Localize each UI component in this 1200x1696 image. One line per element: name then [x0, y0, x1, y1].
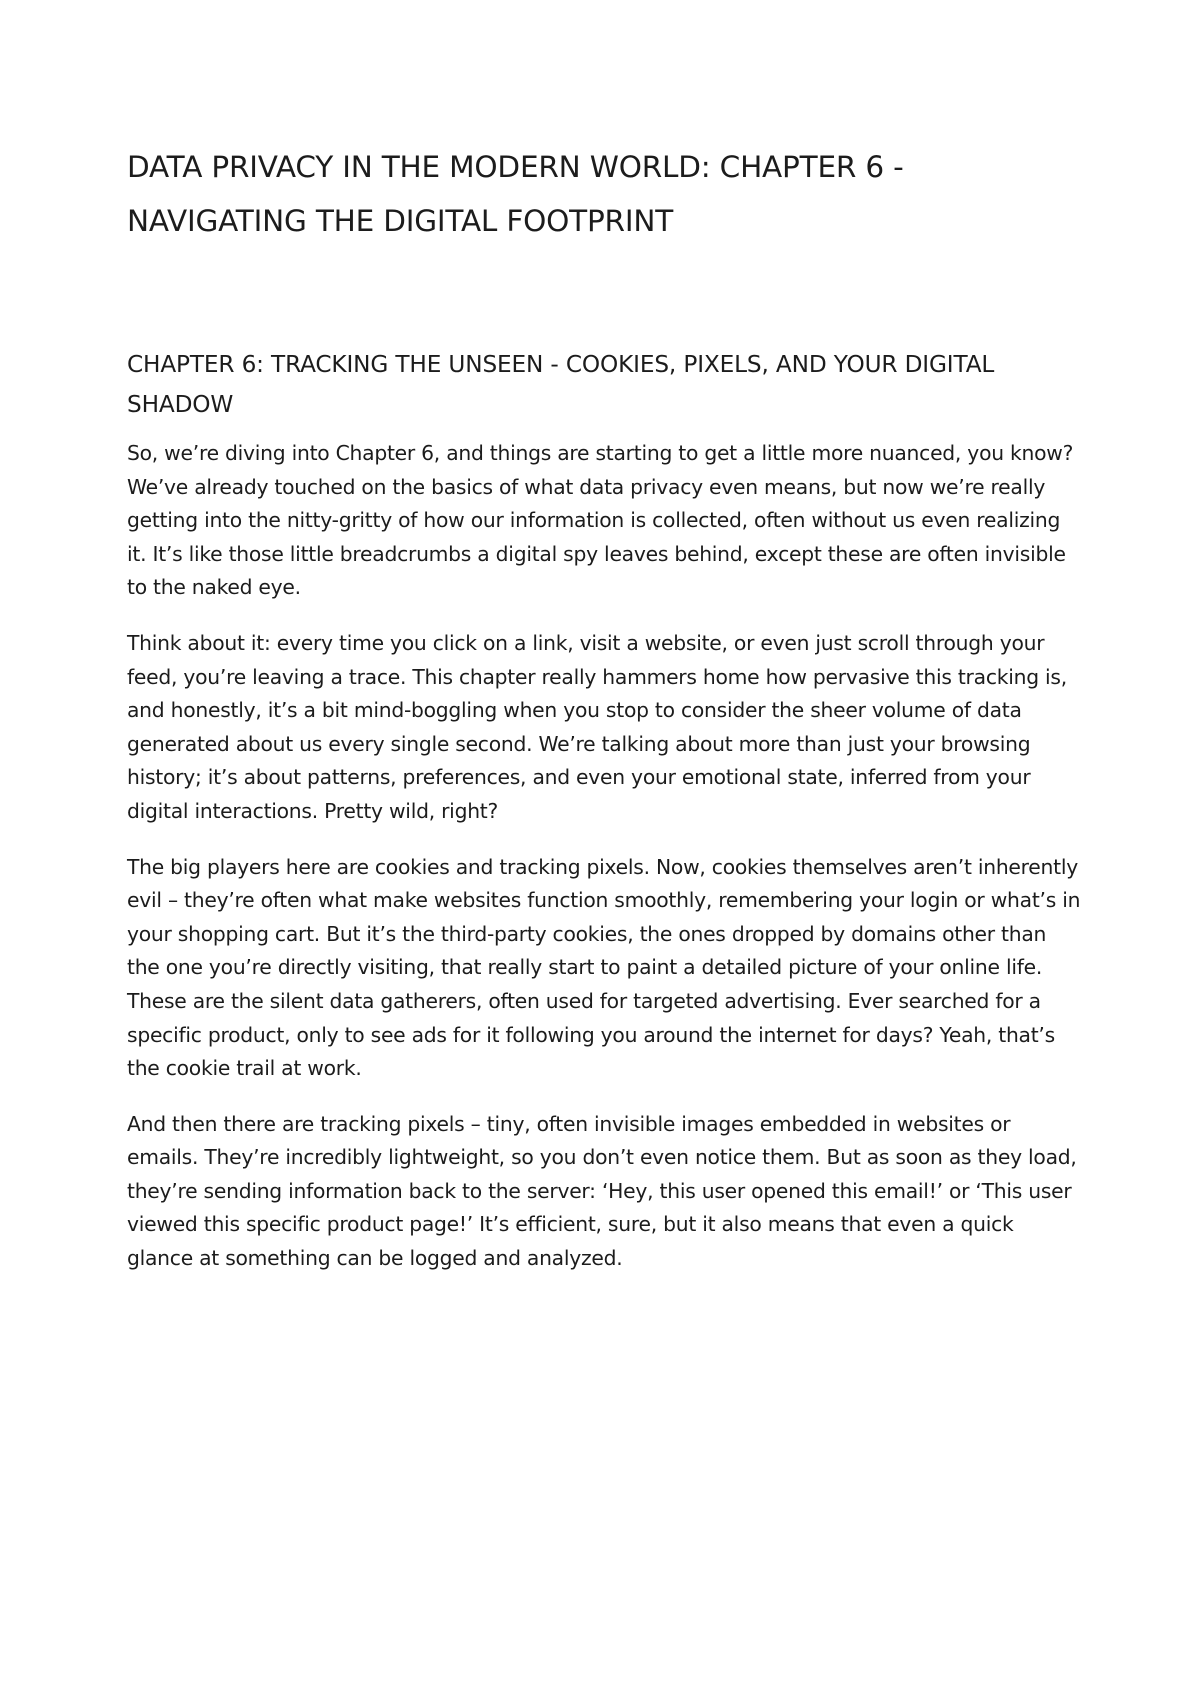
- paragraph-tracking-pixels: And then there are tracking pixels – tiny, often invisible images embedded in websites or emails. They’re incredibly lightweight, so you don’t even notice them. But as soon as they load, they’re sending information back to the server: ‘Hey, this user opened this email!’ or ‘This user viewed this specific product page!’ It’s efficient, sure, but it also means that even a quick glance at something can be logged and analyzed.: [127, 1111, 1077, 1271]
- document-title: DATA PRIVACY IN THE MODERN WORLD: CHAPTER 6 - NAVIGATING THE DIGITAL FOOTPRINT: [127, 150, 904, 238]
- paragraph-intro: So, we’re diving into Chapter 6, and things are starting to get a little more nuanced, you know? We’ve already touched on the basics of what data privacy even means, but now we’re really getting into the nitty-gritty of how our information is collected, often without us even realizing it. It’s like those little breadcrumbs a digital spy leaves behind, except these are often invisible to the naked eye.: [127, 441, 1074, 600]
- document-page: [127, 140, 1082, 1276]
- paragraph-cookies: The big players here are cookies and tracking pixels. Now, cookies themselves aren’t inherently evil – they’re often what make websites function smoothly, remembering your login or what’s in your shopping cart. But it’s the third-party cookies, the ones dropped by domains other than the one you’re directly visiting, that really start to paint a detailed picture of your online life. These are the silent data gatherers, often used for targeted advertising. Ever searched for a specific product, only to see ads for it following you around the internet for days? Yeah, that’s the cookie trail at work.: [127, 854, 1081, 1081]
- paragraph-tracking-traces: Think about it: every time you click on a link, visit a website, or even just scroll through your feed, you’re leaving a trace. This chapter really hammers home how pervasive this tracking is, and honestly, it’s a bit mind-boggling when you stop to consider the sheer volume of data generated about us every single second. We’re talking about more than just your browsing history; it’s about patterns, preferences, and even your emotional state, inferred from your digital interactions. Pretty wild, right?: [127, 630, 1067, 823]
- chapter-heading: CHAPTER 6: TRACKING THE UNSEEN - COOKIES, PIXELS, AND YOUR DIGITAL SHADOW: [127, 351, 995, 418]
